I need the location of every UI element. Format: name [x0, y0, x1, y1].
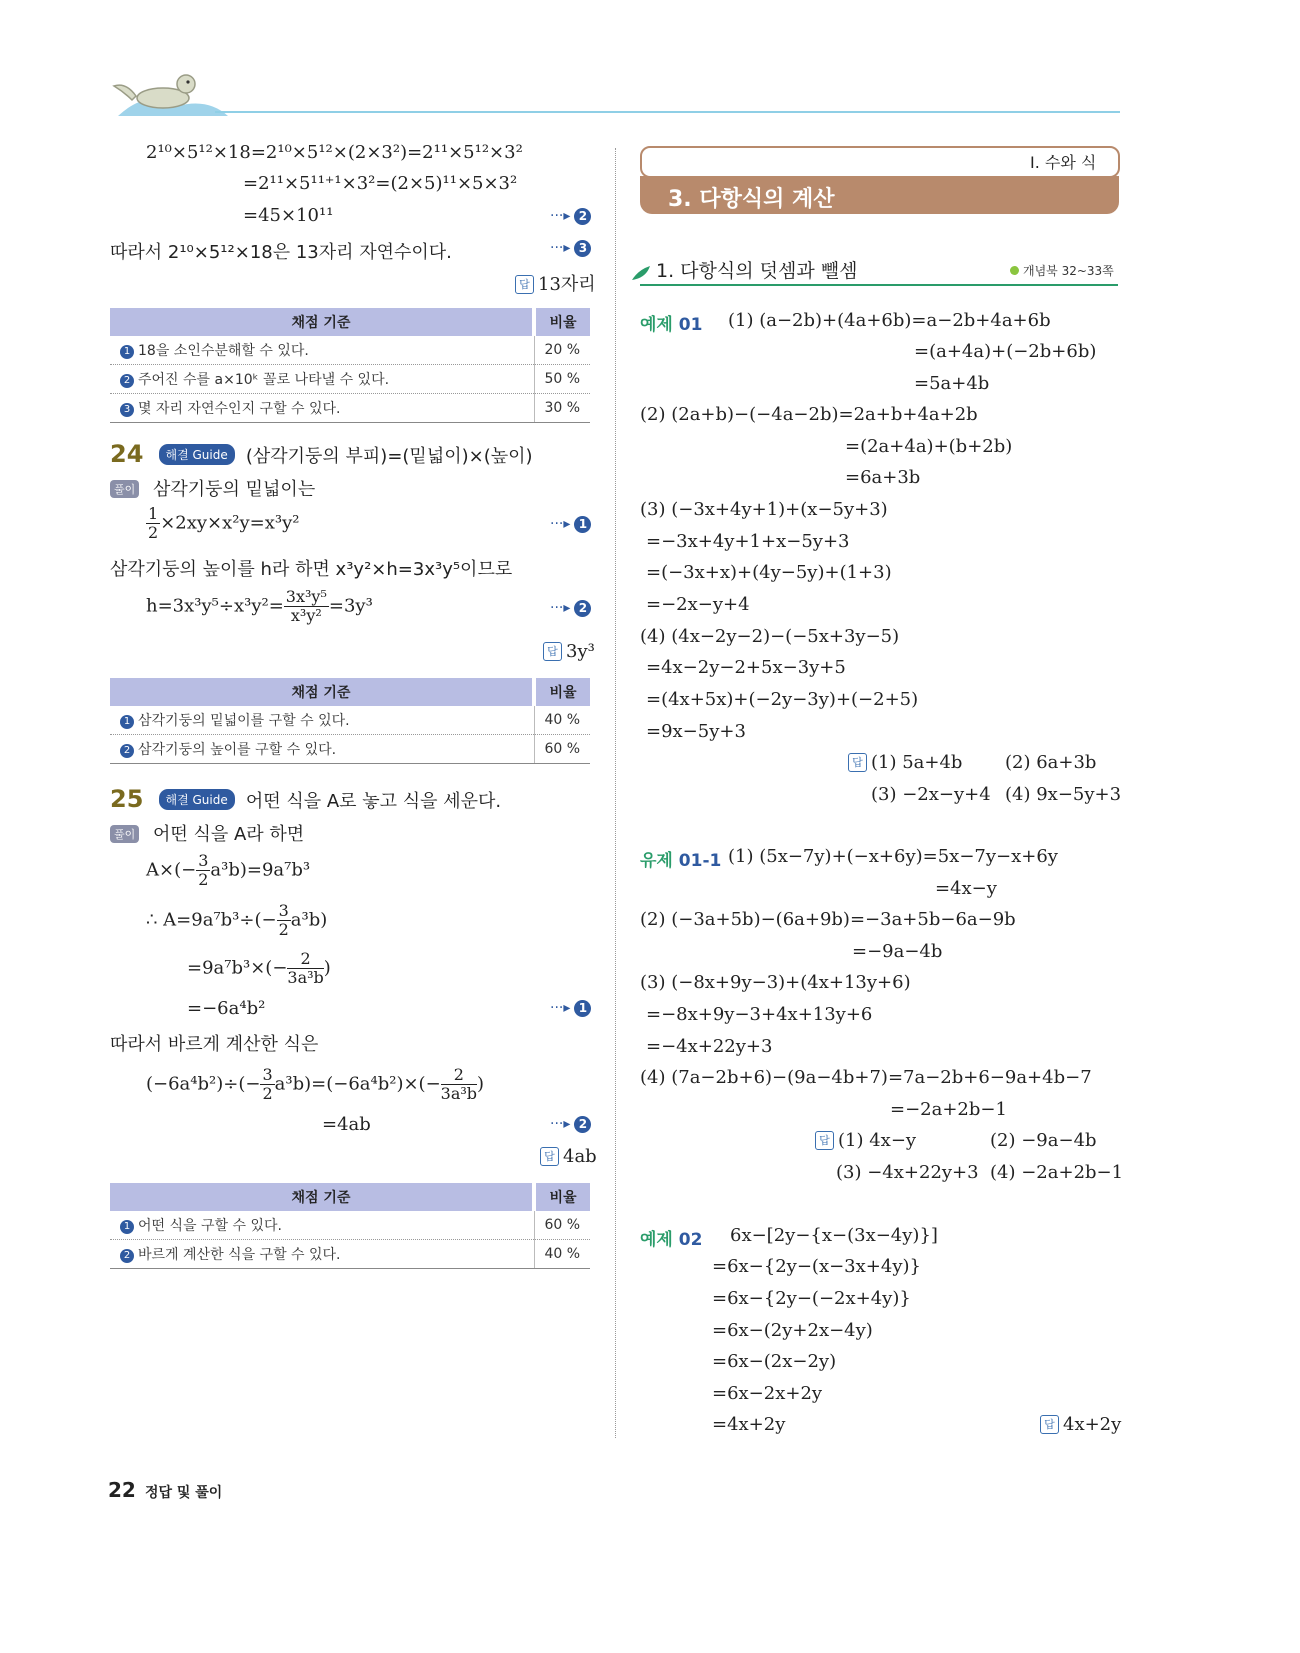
reference: 개념북 32~33쪽: [1023, 264, 1114, 278]
leaf-icon: [630, 262, 654, 284]
step-marker: ···▸ 1: [550, 516, 591, 533]
scoring-table-3: 채점 기준 비율 1 어떤 식을 구할 수 있다. 60 % 2 바르게 계산한 식을 구할 수 있다. 40 %: [110, 1183, 590, 1269]
equation: h=3x³y⁵÷x³y²= $\frac{\text{3x³y⁵}}{\text{x³y²}}$ =3y³: [146, 587, 373, 625]
equation: =4ab: [322, 1114, 371, 1135]
ex01-line: (1) (a−2b)+(4a+6b)=a−2b+4a+6b: [728, 310, 1051, 331]
calc-line-1: 2¹⁰×5¹²×18=2¹⁰×5¹²×(2×3²)=2¹¹×5¹²×3²: [146, 142, 523, 163]
solution-intro: 풀이 삼각기둥의 밑넓이는: [110, 475, 315, 501]
yu01-line: (2) (−3a+5b)−(6a+9b)=−3a+5b−6a−9b: [640, 909, 1016, 930]
equation: ∴ A=9a⁷b³÷(− $\frac{3}{2}$ a³b): [146, 901, 328, 939]
answer: (4) 9x−5y+3: [1005, 784, 1122, 805]
ex01-line: =4x−2y−2+5x−3y+5: [646, 657, 846, 678]
answer: (2) 6a+3b: [1005, 752, 1097, 773]
equation: $\frac{1}{2}$ ×2xy×x²y=x³y²: [148, 504, 300, 542]
answer: 답 (1) 5a+4b: [848, 752, 962, 773]
answer: (3) −4x+22y+3: [836, 1162, 979, 1183]
column-divider: [615, 148, 616, 1438]
ex01-line: =6a+3b: [845, 467, 921, 488]
ex02-line: =6x−2x+2y: [712, 1383, 823, 1404]
answer: 답 (1) 4x−y: [815, 1130, 916, 1151]
scoring-table-1: 채점 기준 비율 1 18을 소인수분해할 수 있다. 20 % 2 주어진 수를 a×10ᵏ 꼴로 나타낼 수 있다. 50 % 3 몇 자리 자연수인지 구할 수 있다. 30 %: [110, 308, 590, 423]
yu01-line: =−9a−4b: [852, 941, 943, 962]
answer: (3) −2x−y+4: [871, 784, 991, 805]
problem-24-header: 24 해결 Guide (삼각기둥의 부피)=(밑넓이)×(높이): [110, 440, 533, 468]
green-dot-icon: [1010, 266, 1019, 275]
step-marker: ···▸ 2: [550, 600, 591, 617]
ex02-line: =6x−(2x−2y): [712, 1351, 837, 1372]
page-footer: [108, 1478, 222, 1502]
yu01-line: (3) (−8x+9y−3)+(4x+13y+6): [640, 972, 911, 993]
ex02-line: =4x+2y: [712, 1414, 786, 1435]
yu01-line: (1) (5x−7y)+(−x+6y)=5x−7y−x+6y: [728, 846, 1058, 867]
yu01-line: =4x−y: [935, 878, 997, 899]
yu01-line: =−8x+9y−3+4x+13y+6: [646, 1004, 873, 1025]
ex01-line: =−3x+4y+1+x−5y+3: [646, 531, 850, 552]
scoring-table-2: 채점 기준 비율 1 삼각기둥의 밑넓이를 구할 수 있다. 40 % 2 삼각기둥의 높이를 구할 수 있다. 60 %: [110, 678, 590, 764]
ex01-line: =9x−5y+3: [646, 721, 746, 742]
equation: =9a⁷b³×(− $\frac{2}{\text{3a³b}}$ ): [187, 949, 331, 987]
problem-25-header: 25 해결 Guide 어떤 식을 A로 놓고 식을 세운다.: [110, 785, 502, 813]
equation: =−6a⁴b²: [187, 998, 266, 1019]
subsection-line: [640, 284, 1118, 286]
text: 삼각기둥의 높이를 h라 하면 x³y²×h=3x³y⁵이므로: [110, 559, 513, 580]
answer: 답 4ab: [540, 1146, 597, 1167]
example-label: 예제 01: [640, 315, 703, 335]
page-number: 22: [108, 1478, 136, 1502]
step-marker: ···▸ 1: [550, 1000, 591, 1017]
step-marker: ···▸ 2: [550, 208, 591, 225]
chapter-label: Ⅰ. 수와 식: [1030, 153, 1097, 172]
ex02-line: =6x−(2y+2x−4y): [712, 1320, 873, 1341]
solution-intro: 풀이 어떤 식을 A라 하면: [110, 820, 304, 846]
ex02-line: 6x−[2y−{x−(3x−4y)}]: [730, 1225, 938, 1246]
ex01-line: (4) (4x−2y−2)−(−5x+3y−5): [640, 626, 900, 647]
ex02-line: =6x−{2y−(x−3x+4y)}: [712, 1256, 921, 1277]
ex01-line: =(2a+4a)+(b+2b): [845, 436, 1013, 457]
answer: 답 13자리: [515, 270, 596, 296]
equation: A×(− $\frac{3}{2}$ a³b)=9a⁷b³: [146, 851, 311, 889]
equation: (−6a⁴b²)÷(− $\frac{3}{2}$ a³b)=(−6a⁴b²)×(− $\frac{2}{\text{3a³b}}$ ): [146, 1065, 485, 1103]
conclusion-text: 따라서 2¹⁰×5¹²×18은 13자리 자연수이다.: [110, 242, 452, 263]
answer: 답 4x+2y: [1040, 1414, 1121, 1435]
example-label: 예제 02: [640, 1230, 703, 1250]
calc-line-3: =45×10¹¹: [243, 205, 334, 226]
ex01-line: =5a+4b: [914, 373, 990, 394]
step-marker: ···▸ 2: [550, 1116, 591, 1133]
answer: (4) −2a+2b−1: [990, 1162, 1124, 1183]
answer: 답 3y³: [543, 641, 595, 662]
yu01-line: (4) (7a−2b+6)−(9a−4b+7)=7a−2b+6−9a+4b−7: [640, 1067, 1092, 1088]
calc-line-2: =2¹¹×5¹¹⁺¹×3²=(2×5)¹¹×5×3²: [243, 173, 518, 194]
header-line: [215, 111, 1120, 113]
subsection-title: 1. 다항식의 덧셈과 뺄셈: [656, 260, 858, 282]
section-title: 3. 다항식의 계산: [668, 187, 835, 212]
exercise-label: 유제 01-1: [640, 851, 722, 871]
ex01-line: (2) (2a+b)−(−4a−2b)=2a+b+4a+2b: [640, 404, 978, 425]
ex01-line: =−2x−y+4: [646, 594, 750, 615]
answer: (2) −9a−4b: [990, 1130, 1097, 1151]
ex02-line: =6x−{2y−(−2x+4y)}: [712, 1288, 911, 1309]
yu01-line: =−4x+22y+3: [646, 1036, 773, 1057]
yu01-line: =−2a+2b−1: [890, 1099, 1007, 1120]
text: 따라서 바르게 계산한 식은: [110, 1034, 319, 1055]
ex01-line: =(4x+5x)+(−2y−3y)+(−2+5): [646, 689, 919, 710]
footer-label: 정답 및 풀이: [144, 1485, 223, 1501]
ex01-line: =(a+4a)+(−2b+6b): [914, 341, 1097, 362]
ex01-line: =(−3x+x)+(4y−5y)+(1+3): [646, 562, 892, 583]
step-marker: ···▸ 3: [550, 240, 591, 257]
ex01-line: (3) (−3x+4y+1)+(x−5y+3): [640, 499, 888, 520]
